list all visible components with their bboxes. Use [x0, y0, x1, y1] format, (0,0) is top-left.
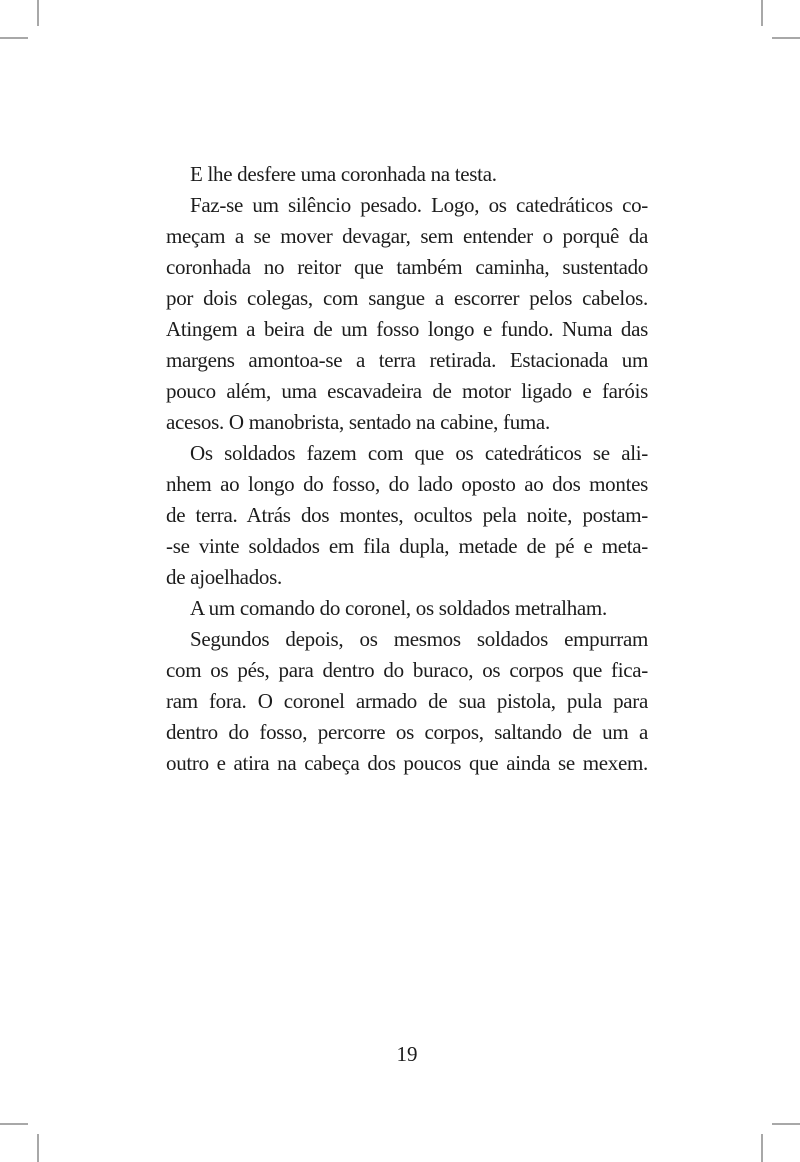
page-text-block	[166, 159, 648, 779]
text-line: de ajoelhados.	[166, 565, 282, 589]
paragraph-3	[166, 438, 648, 593]
text-line: nhem ao longo do fosso, do lado oposto ao dos montes	[166, 472, 648, 496]
page-number: 19	[396, 1042, 418, 1066]
text-line: A um comando do coronel, os soldados metralham.	[190, 596, 607, 620]
text-line: Faz-se um silêncio pesado. Logo, os catedráticos co-	[190, 193, 648, 217]
text-line: com os pés, para dentro do buraco, os corpos que fica-	[166, 658, 648, 682]
text-line: E lhe desfere uma coronhada na testa.	[190, 162, 497, 186]
crop-mark-bottom-left-horizontal	[0, 1123, 28, 1125]
text-line: pouco além, uma escavadeira de motor ligado e faróis	[166, 379, 648, 403]
text-line: coronhada no reitor que também caminha, sustentado	[166, 255, 648, 279]
crop-mark-top-left-vertical	[37, 0, 39, 26]
paragraph-1	[166, 159, 648, 190]
text-line: -se vinte soldados em fila dupla, metade de pé e meta-	[166, 534, 648, 558]
paragraph-2	[166, 190, 648, 438]
text-line: Segundos depois, os mesmos soldados empurram	[190, 627, 648, 651]
text-line: dentro do fosso, percorre os corpos, saltando de um a	[166, 720, 648, 744]
text-line: margens amontoa-se a terra retirada. Estacionada um	[166, 348, 648, 372]
text-line: ram fora. O coronel armado de sua pistola, pula para	[166, 689, 648, 713]
text-line: meçam a se mover devagar, sem entender o porquê da	[166, 224, 648, 248]
crop-mark-bottom-right-vertical	[761, 1134, 763, 1162]
text-line: acesos. O manobrista, sentado na cabine, fuma.	[166, 410, 550, 434]
text-line: de terra. Atrás dos montes, ocultos pela noite, postam-	[166, 503, 648, 527]
text-line: outro e atira na cabeça dos poucos que ainda se mexem.	[166, 751, 648, 775]
crop-mark-bottom-right-horizontal	[772, 1123, 800, 1125]
text-line: Os soldados fazem com que os catedráticos se ali-	[190, 441, 648, 465]
crop-mark-bottom-left-vertical	[37, 1134, 39, 1162]
crop-mark-top-left-horizontal	[0, 37, 28, 39]
text-line: por dois colegas, com sangue a escorrer pelos cabelos.	[166, 286, 648, 310]
paragraph-5	[166, 624, 648, 779]
paragraph-4	[166, 593, 648, 624]
crop-mark-top-right-horizontal	[772, 37, 800, 39]
crop-mark-top-right-vertical	[761, 0, 763, 26]
text-line: Atingem a beira de um fosso longo e fundo. Numa das	[166, 317, 648, 341]
